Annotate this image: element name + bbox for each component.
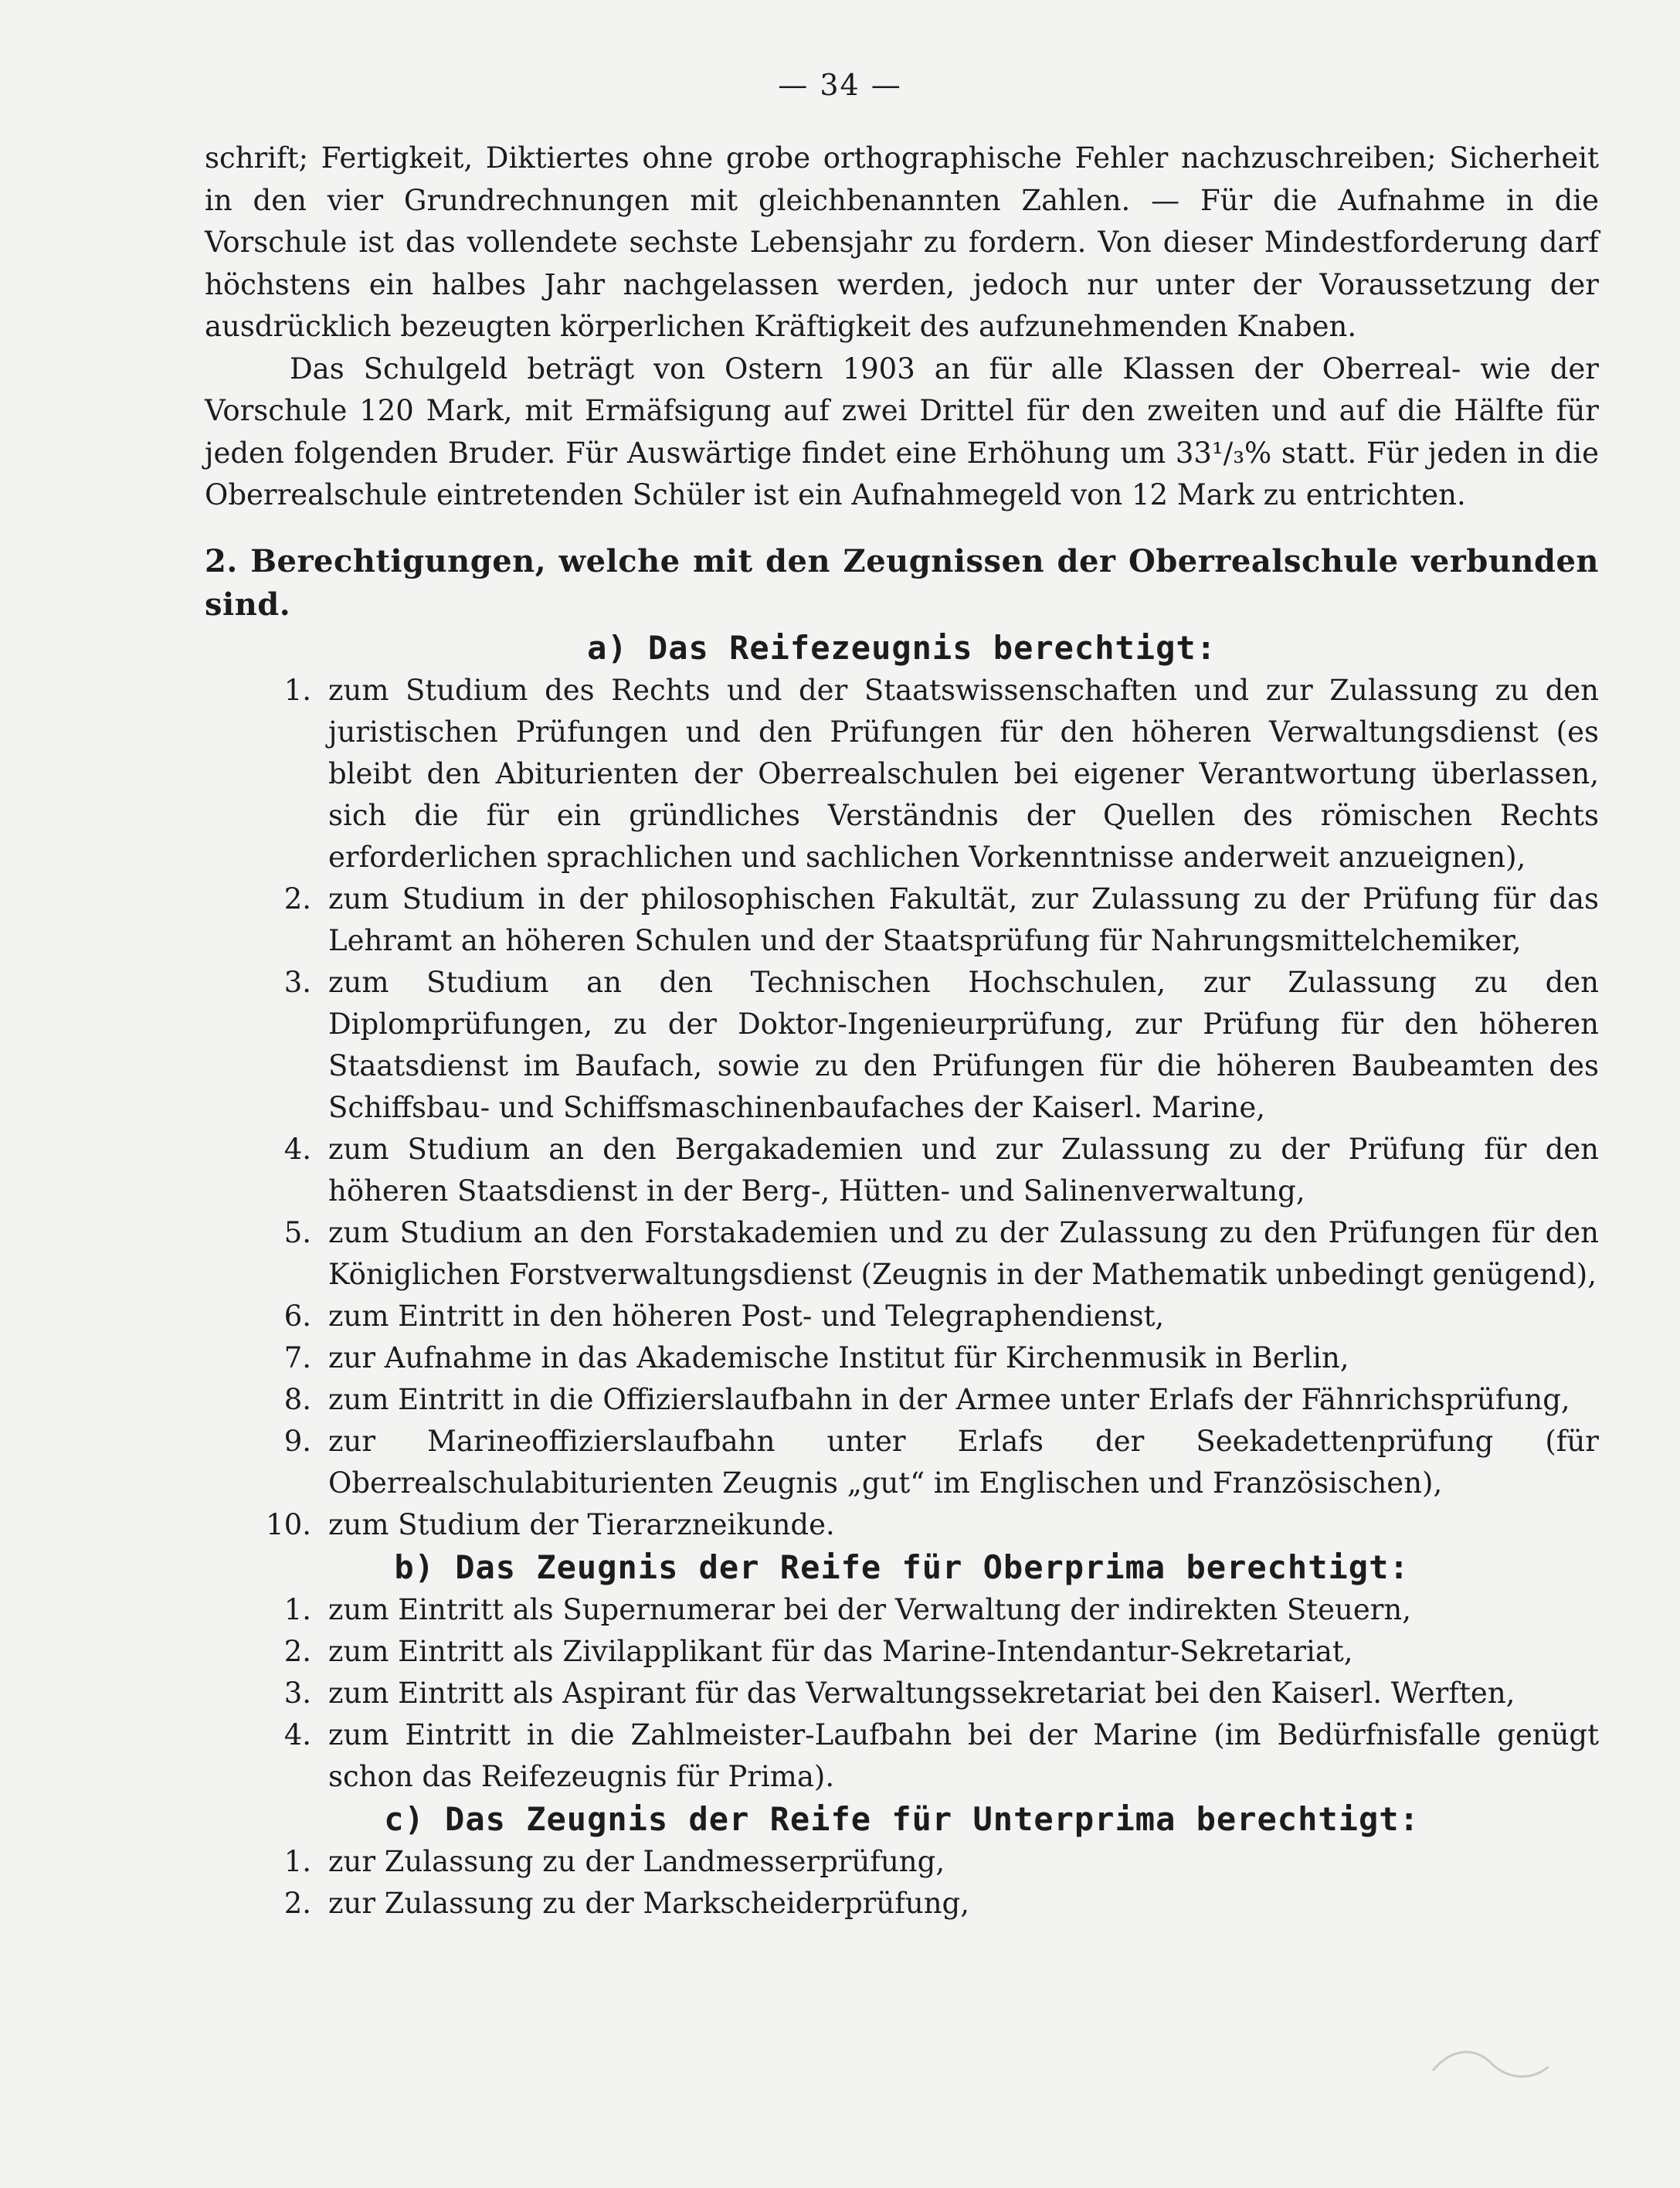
paragraph-admission: schrift; Fertigkeit, Diktiertes ohne grobe orthographische Fehler nachzuschreiben; Sicherheit in den vier Grundrechnungen mit gleichbenannten Zahlen. — Für die Aufnahme in die Vorschule ist das vollendete sechste Lebensjahr zu fordern. Von dieser Mindestforderung darf höchstens ein halbes Jahr nachgelassen werden, jedoch nur unter der Voraussetzung der ausdrücklich bezeugten körperlichen Kräftigkeit des aufzunehmenden Knaben. — [205, 141, 1599, 343]
item-number: 1. — [283, 1592, 311, 1626]
list-item — [205, 1504, 1599, 1546]
item-number: 3. — [283, 1676, 311, 1710]
item-number: 4. — [283, 1132, 311, 1166]
item-text: zur Zulassung zu der Markscheiderprüfung, — [328, 1886, 969, 1920]
item-number: 10. — [266, 1507, 311, 1541]
list-item — [205, 1631, 1599, 1673]
item-text: zum Studium der Tierarzneikunde. — [328, 1507, 835, 1541]
item-text: zur Zulassung zu der Landmesserprüfung, — [328, 1844, 945, 1878]
subheading-c: c) Das Zeugnis der Reife für Unterprima berechtigt: — [384, 1799, 1420, 1838]
item-number: 1. — [283, 1844, 311, 1878]
item-text: zum Studium in der philosophischen Fakultät, zur Zulassung zu der Prüfung für das Lehramt an höheren Schulen und der Staatsprüfung für Nahrungsmittelchemiker, — [328, 882, 1599, 957]
list-item — [205, 1883, 1599, 1925]
item-number: 2. — [283, 882, 311, 916]
list-item — [205, 1589, 1599, 1631]
paragraph-fees: Das Schulgeld beträgt von Ostern 1903 an für alle Klassen der Oberreal- wie der Vorschule 120 Mark, mit Ermäfsigung auf zwei Drittel für den zweiten und auf die Hälfte für jeden folgenden Bruder. Für Auswärtige findet eine Erhöhung um 33¹/₃% statt. Für jeden in die Oberrealschule eintretenden Schüler ist ein Aufnahmegeld von 12 Mark zu entrichten. — [205, 352, 1599, 511]
pencil-mark — [1429, 2040, 1553, 2086]
section-heading: 2. Berechtigungen, welche mit den Zeugnissen der Oberrealschule verbunden sind. — [205, 542, 1599, 623]
list-c — [205, 1841, 1599, 1925]
list-a — [205, 670, 1599, 1546]
page-content — [205, 138, 1599, 1925]
item-number: 1. — [283, 673, 311, 707]
subheading-a: a) Das Reifezeugnis berechtigt: — [587, 628, 1217, 667]
list-item — [205, 1379, 1599, 1421]
item-number: 8. — [283, 1382, 311, 1416]
list-item — [205, 1337, 1599, 1379]
item-number: 6. — [283, 1299, 311, 1333]
page-number: — 34 — — [778, 68, 902, 102]
item-number: 3. — [283, 965, 311, 999]
item-text: zum Eintritt als Aspirant für das Verwaltungssekretariat bei den Kaiserl. Werften, — [328, 1676, 1515, 1710]
item-text: zum Studium an den Technischen Hochschulen, zur Zulassung zu den Diplomprüfungen, zu der Doktor-Ingenieurprüfung, zur Prüfung für den höheren Staatsdienst im Baufach, sowie zu den Prüfungen für die höheren Baubeamten des Schiffsbau- und Schiffsmaschinenbaufaches der Kaiserl. Marine, — [328, 965, 1599, 1124]
list-item — [205, 1296, 1599, 1337]
item-number: 2. — [283, 1634, 311, 1668]
item-text: zum Eintritt in die Offizierslaufbahn in der Armee unter Erlafs der Fähnrichsprüfung, — [328, 1382, 1570, 1416]
list-item — [205, 1129, 1599, 1212]
item-number: 7. — [283, 1340, 311, 1374]
item-text: zum Eintritt in den höheren Post- und Telegraphendienst, — [328, 1299, 1165, 1333]
list-item — [205, 1714, 1599, 1798]
list-item — [205, 1673, 1599, 1714]
item-number: 2. — [283, 1886, 311, 1920]
item-text: zum Studium an den Forstakademien und zu der Zulassung zu den Prüfungen für den Königlichen Forstverwaltungsdienst (Zeugnis in der Mathematik unbedingt genügend), — [328, 1215, 1599, 1291]
item-text: zum Eintritt in die Zahlmeister-Laufbahn bei der Marine (im Bedürfnisfalle genügt schon das Reifezeugnis für Prima). — [328, 1717, 1599, 1793]
item-text: zur Aufnahme in das Akademische Institut für Kirchenmusik in Berlin, — [328, 1340, 1349, 1374]
item-text: zum Studium an den Bergakademien und zur Zulassung zu der Prüfung für den höheren Staatsdienst in der Berg-, Hütten- und Salinenverwaltung, — [328, 1132, 1599, 1208]
list-item — [205, 1421, 1599, 1504]
list-item — [205, 670, 1599, 878]
list-item — [205, 962, 1599, 1129]
list-item — [205, 1841, 1599, 1883]
item-number: 9. — [283, 1424, 311, 1458]
list-b — [205, 1589, 1599, 1798]
subheading-b: b) Das Zeugnis der Reife für Oberprima berechtigt: — [394, 1548, 1410, 1586]
item-text: zum Studium des Rechts und der Staatswissenschaften und zur Zulassung zu den juristischen Prüfungen und den Prüfungen für den höheren Verwaltungsdienst (es bleibt den Abiturienten der Oberrealschulen bei eigener Verantwortung überlassen, sich die für ein gründliches Verständnis der Quellen des römischen Rechts erforderlichen sprachlichen und sachlichen Vorkenntnisse anderweit anzueignen), — [328, 673, 1599, 874]
item-number: 4. — [283, 1717, 311, 1751]
item-text: zur Marineoffizierslaufbahn unter Erlafs der Seekadettenprüfung (für Oberrealschulabiturienten Zeugnis „gut“ im Englischen und Französischen), — [328, 1424, 1599, 1500]
item-number: 5. — [283, 1215, 311, 1249]
list-item — [205, 1212, 1599, 1296]
list-item — [205, 878, 1599, 962]
item-text: zum Eintritt als Supernumerar bei der Verwaltung der indirekten Steuern, — [328, 1592, 1411, 1626]
item-text: zum Eintritt als Zivilapplikant für das Marine-Intendantur-Sekretariat, — [328, 1634, 1353, 1668]
